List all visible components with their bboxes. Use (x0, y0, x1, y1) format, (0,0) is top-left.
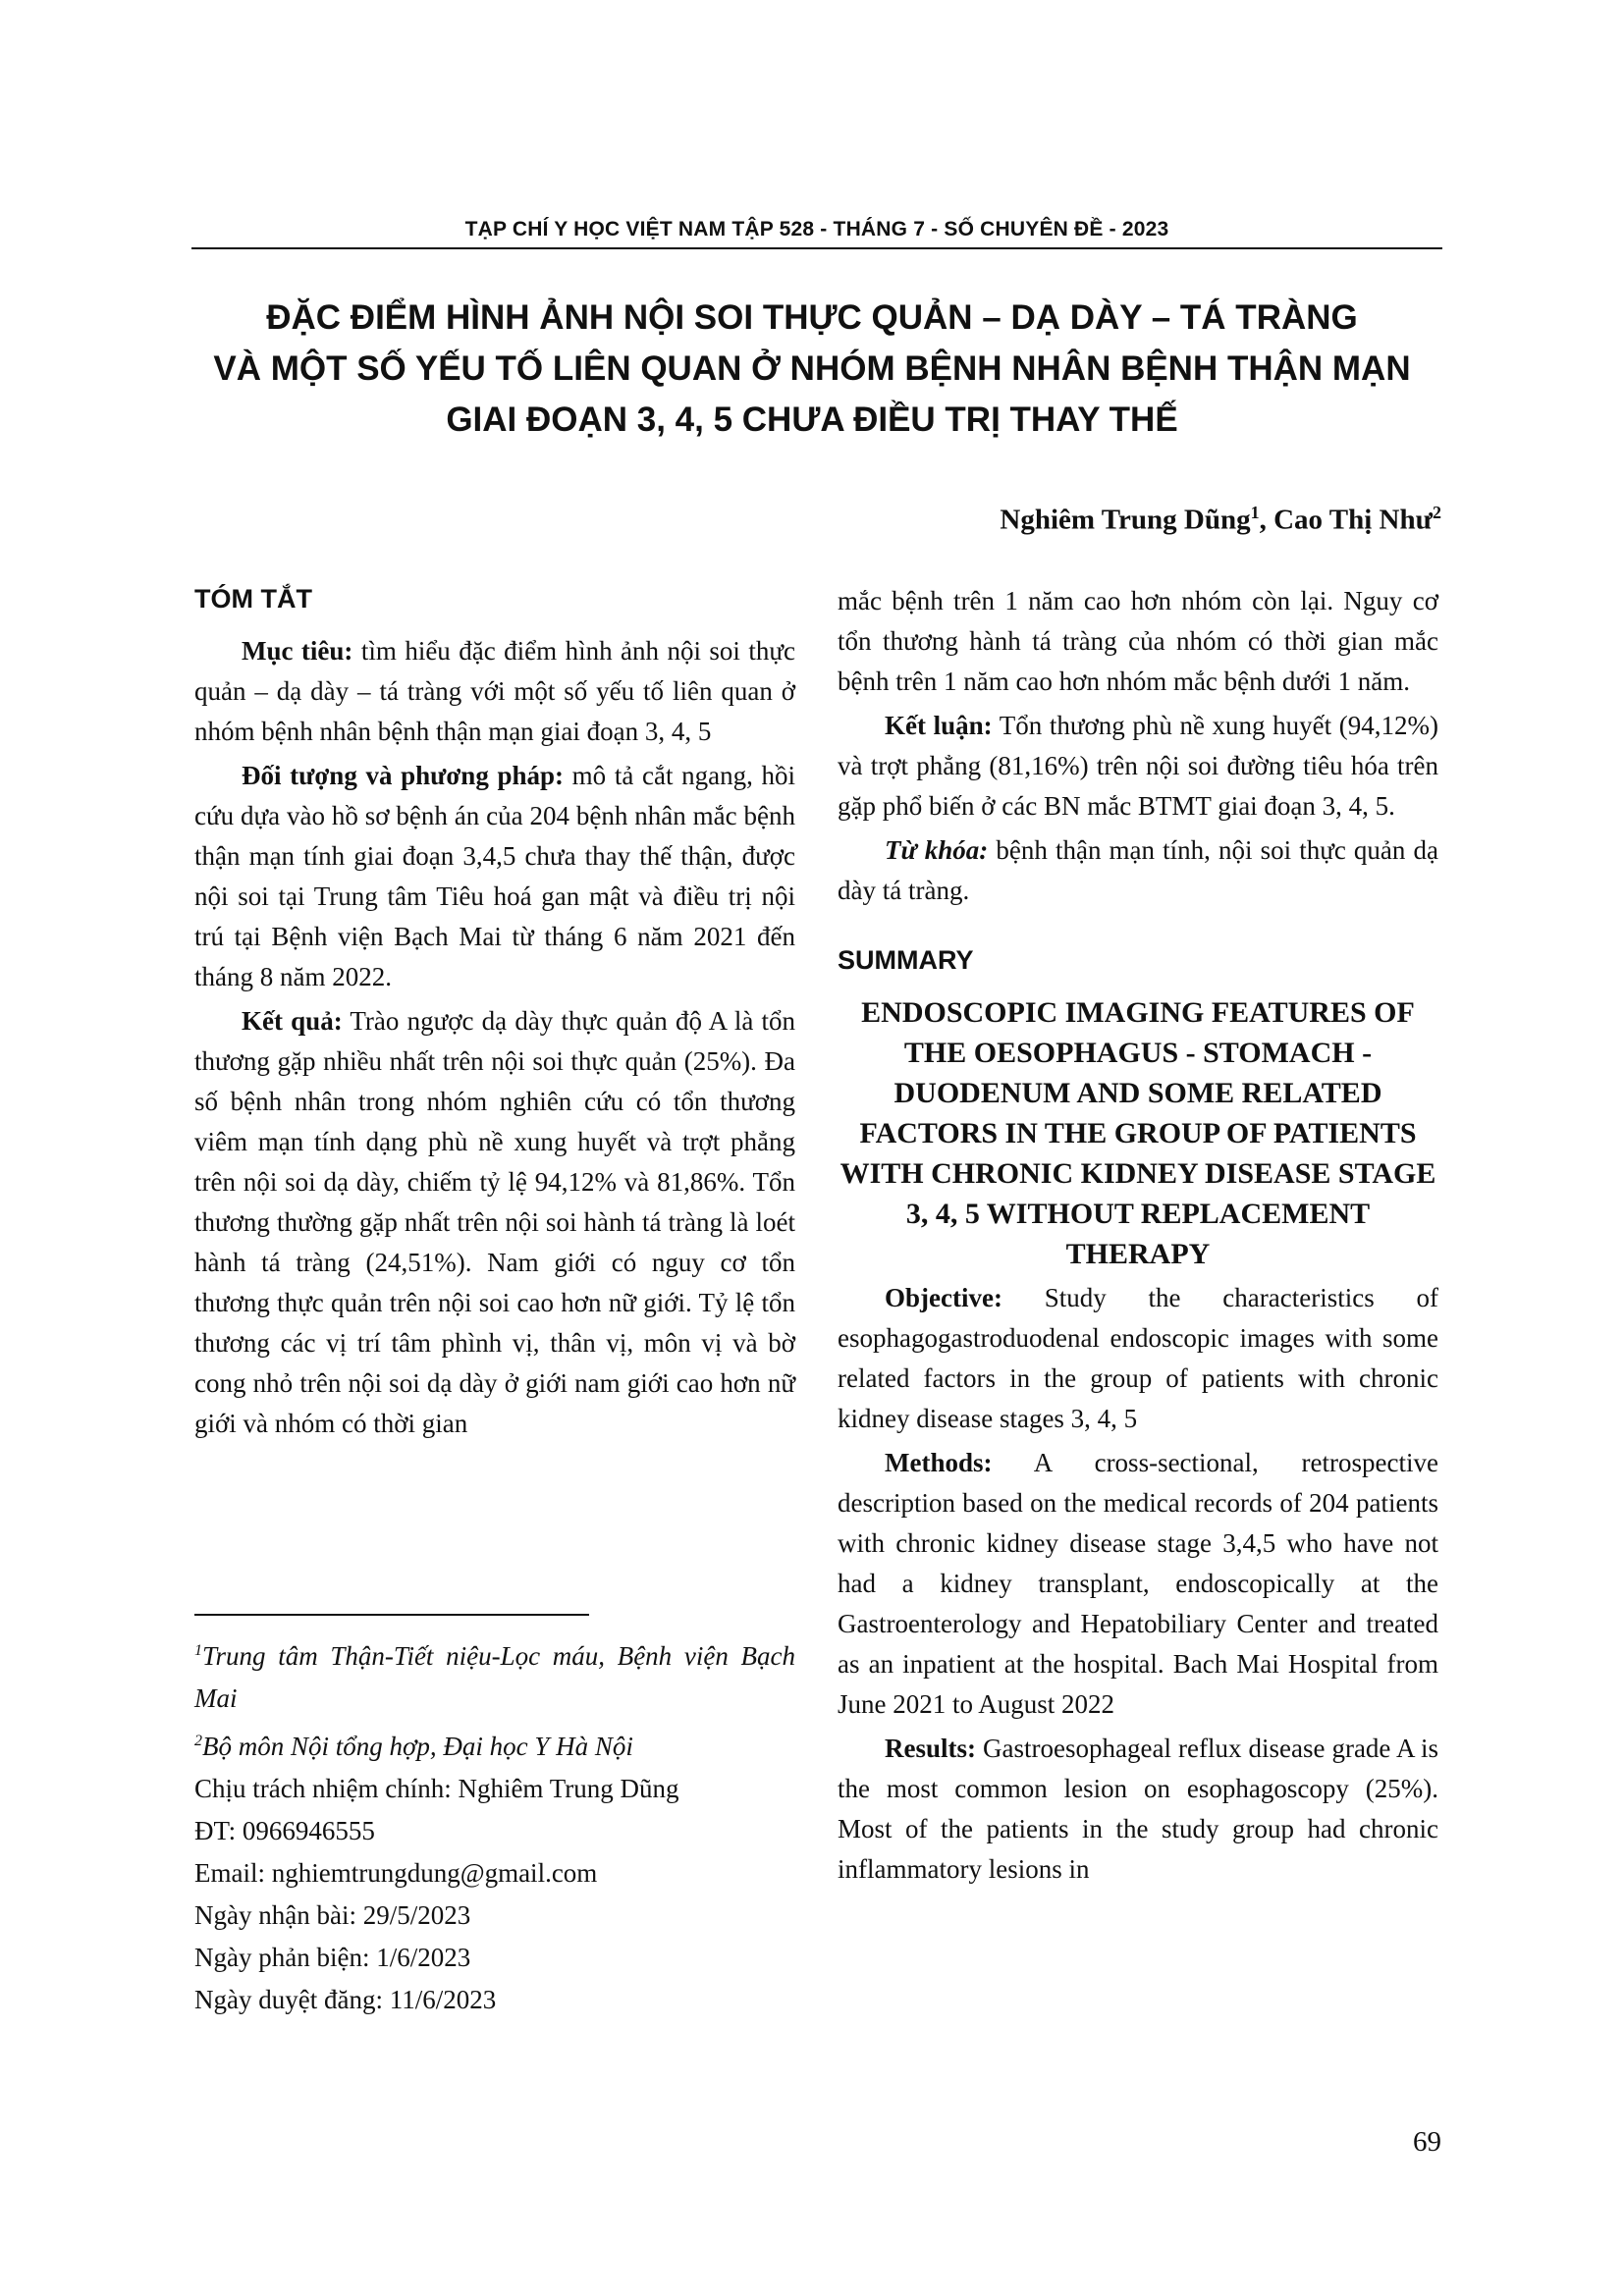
affiliation-2-text: Bộ môn Nội tổng hợp, Đại học Y Hà Nội (202, 1732, 633, 1761)
affiliation-1-text: Trung tâm Thận-Tiết niệu-Lọc máu, Bệnh viện Bạch Mai (194, 1641, 795, 1713)
abstract-results-continued: mắc bệnh trên 1 năm cao hơn nhóm còn lại. Nguy cơ tổn thương hành tá tràng của nhóm có thời gian mắc bệnh trên 1 năm cao hơn nhóm mắc bệnh dưới 1 năm. (838, 586, 1438, 696)
running-header: TẠP CHÍ Y HỌC VIỆT NAM TẬP 528 - THÁNG 7 - SỐ CHUYÊN ĐỀ - 2023 (191, 218, 1442, 249)
title-line-1: ĐẶC ĐIỂM HÌNH ẢNH NỘI SOI THỰC QUẢN – DẠ DÀY – TÁ TRÀNG (266, 298, 1358, 337)
affiliation-2 (194, 1720, 795, 1768)
title-line-2: VÀ MỘT SỐ YẾU TỐ LIÊN QUAN Ở NHÓM BỆNH NHÂN BỆNH THẬN MẠN (213, 349, 1411, 388)
page-number: 69 (1413, 2126, 1441, 2158)
author-affiliation-mark: 1 (1250, 503, 1260, 522)
date-reviewed: Ngày phản biện: 1/6/2023 (194, 1943, 471, 1972)
summary-objective-text: Study the characteristics of esophagogastroduodenal endoscopic images with some related factors in the group of patients with chronic kidney disease stages 3, 4, 5 (838, 1283, 1438, 1433)
results-text: Trào ngược dạ dày thực quản độ A là tổn thương gặp nhiều nhất trên nội soi thực quản (25%). Đa số bệnh nhân trong nhóm nghiên cứu có tổn thương viêm mạn tính dạng phù nề xung huyết và trợt phẳng trên nội soi dạ dày, chiếm tỷ lệ 94,12% và 81,86%. Tổn thương thường gặp nhất trên nội soi hành tá tràng là loét hành tá tràng (24,51%). Nam giới có nguy cơ tổn thương thực quản trên nội soi cao hơn nữ giới. Tỷ lệ tổn thương các vị trí tâm phình vị, thân vị, môn vị và bờ cong nhỏ trên nội soi dạ dày ở giới nam giới cao hơn nữ giới và nhóm có thời gian (194, 1006, 795, 1438)
summary-title: ENDOSCOPIC IMAGING FEATURES OF THE OESOPHAGUS - STOMACH - DUODENUM AND SOME RELATED FACTORS IN THE GROUP OF PATIENTS WITH CHRONIC KIDNEY DISEASE STAGE 3, 4, 5 WITHOUT REPLACEMENT THERAPY (839, 996, 1436, 1270)
keywords-label: Từ khóa: (885, 835, 989, 865)
summary-results-text: Gastroesophageal reflux disease grade A is the most common lesion on esophagoscopy (25%). Most of the patients in the study group had chronic inflammatory lesions in (838, 1734, 1438, 1884)
author-name: Nghiêm Trung Dũng (1000, 504, 1251, 536)
affiliation-2-mark: 2 (194, 1733, 202, 1749)
abstract-heading: TÓM TẮT (194, 584, 312, 614)
footnotes (194, 1629, 795, 2021)
email: Email: nghiemtrungdung@gmail.com (194, 1858, 598, 1888)
date-accepted: Ngày duyệt đăng: 11/6/2023 (194, 1985, 497, 2014)
summary-objective (838, 1278, 1438, 1439)
results-label: Kết quả: (242, 1006, 343, 1036)
keywords-text: bệnh thận mạn tính, nội soi thực quản dạ dày tá tràng. (838, 835, 1438, 905)
methods-label: Đối tượng và phương pháp: (242, 761, 565, 790)
affiliation-1-mark: 1 (194, 1642, 202, 1659)
corresponding-author: Chịu trách nhiệm chính: Nghiêm Trung Dũng (194, 1774, 679, 1803)
date-received: Ngày nhận bài: 29/5/2023 (194, 1900, 471, 1930)
summary-results (838, 1729, 1438, 1890)
conclusion-text: Tổn thương phù nề xung huyết (94,12%) và trợt phẳng (81,16%) trên nội soi đường tiêu hóa trên gặp phổ biến ở các BN mắc BTMT giai đoạn 3, 4, 5. (838, 711, 1438, 821)
phone: ĐT: 0966946555 (194, 1816, 375, 1845)
abstract-keywords (838, 830, 1438, 911)
conclusion-label: Kết luận: (885, 711, 993, 740)
title-line-3: GIAI ĐOẠN 3, 4, 5 CHƯA ĐIỀU TRỊ THAY THẾ (446, 400, 1178, 439)
summary-objective-label: Objective: (885, 1283, 1002, 1312)
author-separator: , (1259, 504, 1274, 536)
abstract-results (194, 1001, 795, 1444)
affiliation-1 (194, 1629, 795, 1720)
author-list (1000, 503, 1441, 537)
summary-heading: SUMMARY (838, 945, 974, 975)
left-column (194, 579, 795, 1448)
objective-label: Mục tiêu: (242, 636, 353, 666)
abstract-methods (194, 756, 795, 997)
abstract-conclusion (838, 706, 1438, 827)
footnote-divider (194, 1614, 589, 1616)
methods-text: mô tả cắt ngang, hồi cứu dựa vào hồ sơ bệnh án của 204 bệnh nhân mắc bệnh thận mạn tính giai đoạn 3,4,5 chưa thay thế thận, được nội soi tại Trung tâm Tiêu hoá gan mật và điều trị nội trú tại Bệnh viện Bạch Mai từ tháng 6 năm 2021 đến tháng 8 năm 2022. (194, 761, 795, 991)
summary-methods-text: A cross-sectional, retrospective description based on the medical records of 204 patients with chronic kidney disease stage 3,4,5 who have not had a kidney transplant, endoscopically at the Gastroenterology and Hepatobiliary Center and treated as an inpatient at the hospital. Bach Mai Hospital from June 2021 to August 2022 (838, 1448, 1438, 1719)
author-name: Cao Thị Như (1273, 504, 1433, 536)
abstract-objective (194, 631, 795, 752)
right-column (838, 581, 1438, 1894)
summary-methods-label: Methods: (885, 1448, 993, 1477)
article-title (157, 293, 1467, 446)
summary-results-label: Results: (885, 1734, 976, 1763)
summary-methods (838, 1443, 1438, 1725)
objective-text: tìm hiểu đặc điểm hình ảnh nội soi thực quản – dạ dày – tá tràng với một số yếu tố liên quan ở nhóm bệnh nhân bệnh thận mạn giai đoạn 3, 4, 5 (194, 636, 796, 746)
author-affiliation-mark: 2 (1433, 503, 1441, 522)
